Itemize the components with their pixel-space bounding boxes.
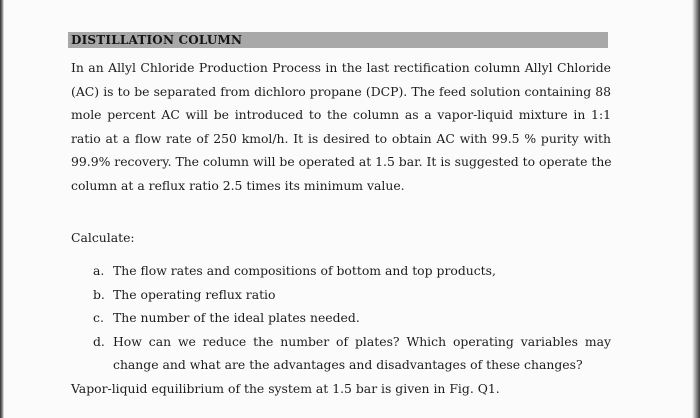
list-marker: a. (93, 263, 105, 278)
list-item (93, 330, 611, 377)
problem-paragraph (71, 56, 611, 197)
paragraph-line: In an Allyl Chloride Production Process in the last rectification column Allyl Chloride (71, 60, 611, 75)
list-item (93, 259, 611, 283)
list-item (93, 283, 611, 307)
list-item-text: The flow rates and compositions of bottom and top products, (113, 263, 496, 278)
question-list (93, 259, 611, 377)
paragraph-line: ratio at a flow rate of 250 kmol/h. It is desired to obtain AC with 99.5 % purity with (71, 130, 611, 146)
page-edge-shadow-right (692, 0, 700, 418)
calculate-label: Calculate: (71, 230, 135, 245)
list-item-text: How can we reduce the number of plates? Which operating variables may (113, 333, 611, 349)
list-marker: d. (93, 333, 105, 349)
footer-note: Vapor-liquid equilibrium of the system at 1.5 bar is given in Fig. Q1. (71, 381, 500, 396)
list-marker: c. (93, 310, 104, 325)
list-item-text: The number of the ideal plates needed. (113, 310, 360, 325)
paragraph-line: mole percent AC will be introduced to the column as a vapor-liquid mixture in 1:1 (71, 107, 611, 122)
list-item-text: The operating reflux ratio (113, 286, 276, 302)
paragraph-line: (AC) is to be separated from dichloro propane (DCP). The feed solution containing 88 (71, 83, 611, 99)
list-item-text: change and what are the advantages and disadvantages of these changes? (113, 357, 583, 372)
list-marker: b. (93, 286, 105, 302)
page-edge-shadow-left (0, 0, 4, 418)
section-heading: DISTILLATION COLUMN (71, 33, 243, 47)
list-item (93, 306, 611, 330)
paragraph-line: 99.9% recovery. The column will be operated at 1.5 bar. It is suggested to operate the (71, 154, 612, 169)
paragraph-line: column at a reflux ratio 2.5 times its minimum value. (71, 177, 405, 193)
